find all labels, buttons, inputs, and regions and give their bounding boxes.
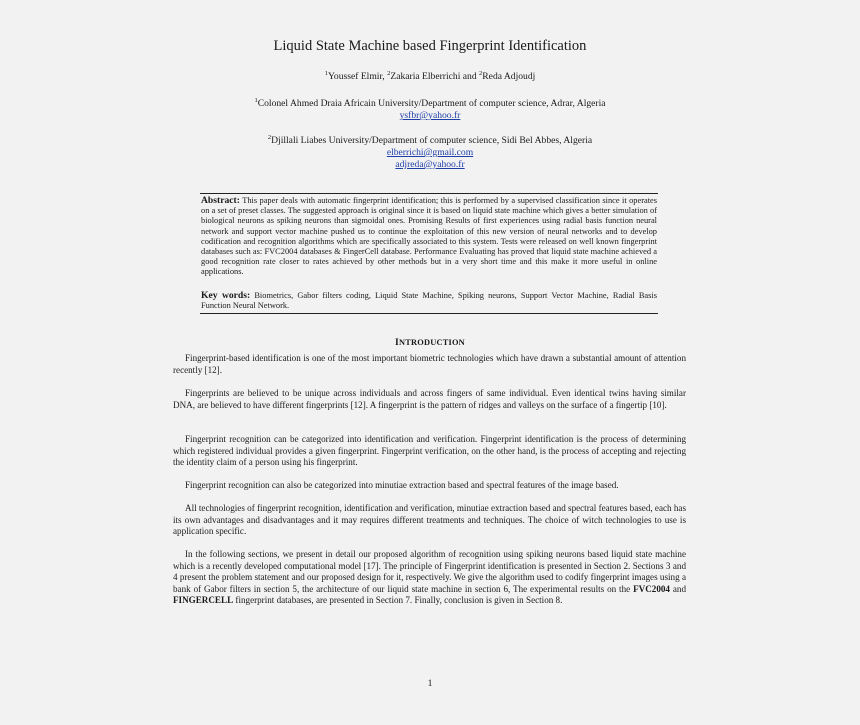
paragraph: Fingerprint-based identification is one of the most important biometric technologies which have drawn a substantial amount of attention recently [12]. — [173, 353, 686, 375]
keywords-label: Key words: — [201, 290, 251, 301]
affiliation-2-text: Djillali Liabes University/Department of computer science, Sidi Bel Abbes, Algeria — [271, 135, 593, 146]
author-3: Reda Adjoudj — [482, 71, 536, 82]
abstract-text: This paper deals with automatic fingerprint identification; this is performed by a supervised classification since it operates on a set of preset classes. The suggested approach is original since it is based on liquid state machine which gives a better simulation of biological neurons as spiking neurons than sigmoidal ones. Promising Results of first experiences using radial basis function neural network and support vector machine pushed us to continue the exploitation of this new version of neural networks and to develop codification and recognition algorithms which are specifically associated to this system. Tests were released on well known fingerprint databases such as: FVC2004 databases & FingerCell database. Performance Evaluating has proved that liquid state machine achieved a good recognition rate closer to rates achieved by other methods but in a very short time and this make it more useful in online applications. — [201, 196, 657, 277]
author-sup: 2 — [479, 69, 483, 77]
section-heading-rest: NTRODUCTION — [398, 338, 465, 347]
affiliation-sup: 1 — [254, 96, 258, 104]
email-line — [0, 110, 860, 122]
author-sup: 1 — [324, 69, 328, 77]
section-heading-initial: I — [395, 337, 399, 348]
paragraph-text: and — [669, 583, 686, 594]
paragraph: All technologies of fingerprint recognition, identification and verification, minutiae extraction based and spectral features based, each has its own advantages and disadvantages and it may requires different treatments and techniques. The choice of witch technologies to use is application specific. — [173, 503, 686, 537]
email-line — [0, 159, 860, 171]
paragraph-text: fingerprint databases, are presented in Section 7. Finally, conclusion is given in Section 8. — [233, 595, 563, 606]
email-link-2[interactable]: elberrichi@gmail.com — [386, 147, 474, 158]
section-heading — [0, 337, 860, 348]
author-2: Zakaria Elberrichi and — [390, 71, 480, 82]
paragraph: Fingerprint recognition can be categorized into identification and verification. Fingerprint identification is the process of determining which registered individual provides a given fingerprint. Fingerprint verification, on the other hand, is the process of accepting and rejecting the identity claim of a person using his fingerprint. — [173, 434, 686, 468]
keywords-text: Biometrics, Gabor filters coding, Liquid State Machine, Spiking neurons, Support Vector Machine, Radial Basis Function Neural Network. — [201, 291, 657, 311]
abstract-bottom-rule — [200, 313, 658, 314]
paragraph-text: In the following sections, we present in detail our proposed algorithm of recognition using spiking neurons based liquid state machine which is a recently developed computational model [17]. The principle of Fingerprint identification is presented in Section 2. Sections 3 and 4 present the problem statement and our proposed design for it, respectively. We give the algorithm used to codify fingerprint images using a bank of Gabor filters in section 5, the architecture of our liquid state machine in section 6, The experimental results on the — [173, 549, 686, 594]
page-number: 1 — [427, 678, 433, 689]
affiliation-sup: 2 — [267, 133, 272, 141]
email-line — [0, 147, 860, 159]
abstract-top-rule — [200, 193, 658, 194]
paragraph-bold: FINGERCELL — [173, 595, 234, 606]
paragraph: Fingerprints are believed to be unique across individuals and across fingers of same individual. Even identical twins having similar DNA, are believed to have different fingerprints [12]. A fingerprint is the pattern of ridges and valleys on the surface of a fingertip [10]. — [173, 388, 686, 410]
paragraph — [173, 549, 686, 607]
paragraph-bold: FVC2004 — [633, 583, 670, 594]
abstract-label: Abstract: — [201, 195, 240, 206]
affiliation-1-text: Colonel Ahmed Draia Africain University/Department of computer science, Adrar, Algeria — [257, 98, 606, 109]
abstract-block — [201, 196, 657, 278]
author-sup: 2 — [387, 69, 391, 77]
email-link-1[interactable]: ysfbr@yahoo.fr — [399, 110, 461, 121]
paragraph: Fingerprint recognition can also be categorized into minutiae extraction based and spectral features of the image based. — [185, 480, 619, 490]
affiliation-1 — [0, 98, 860, 110]
keywords-block — [201, 291, 657, 311]
affiliation-2 — [0, 135, 860, 147]
paper-title: Liquid State Machine based Fingerprint Identification — [273, 38, 587, 54]
email-link-3[interactable]: adjreda@yahoo.fr — [395, 159, 465, 170]
author-1: Youssef Elmir, — [327, 71, 388, 82]
author-line — [0, 71, 860, 83]
